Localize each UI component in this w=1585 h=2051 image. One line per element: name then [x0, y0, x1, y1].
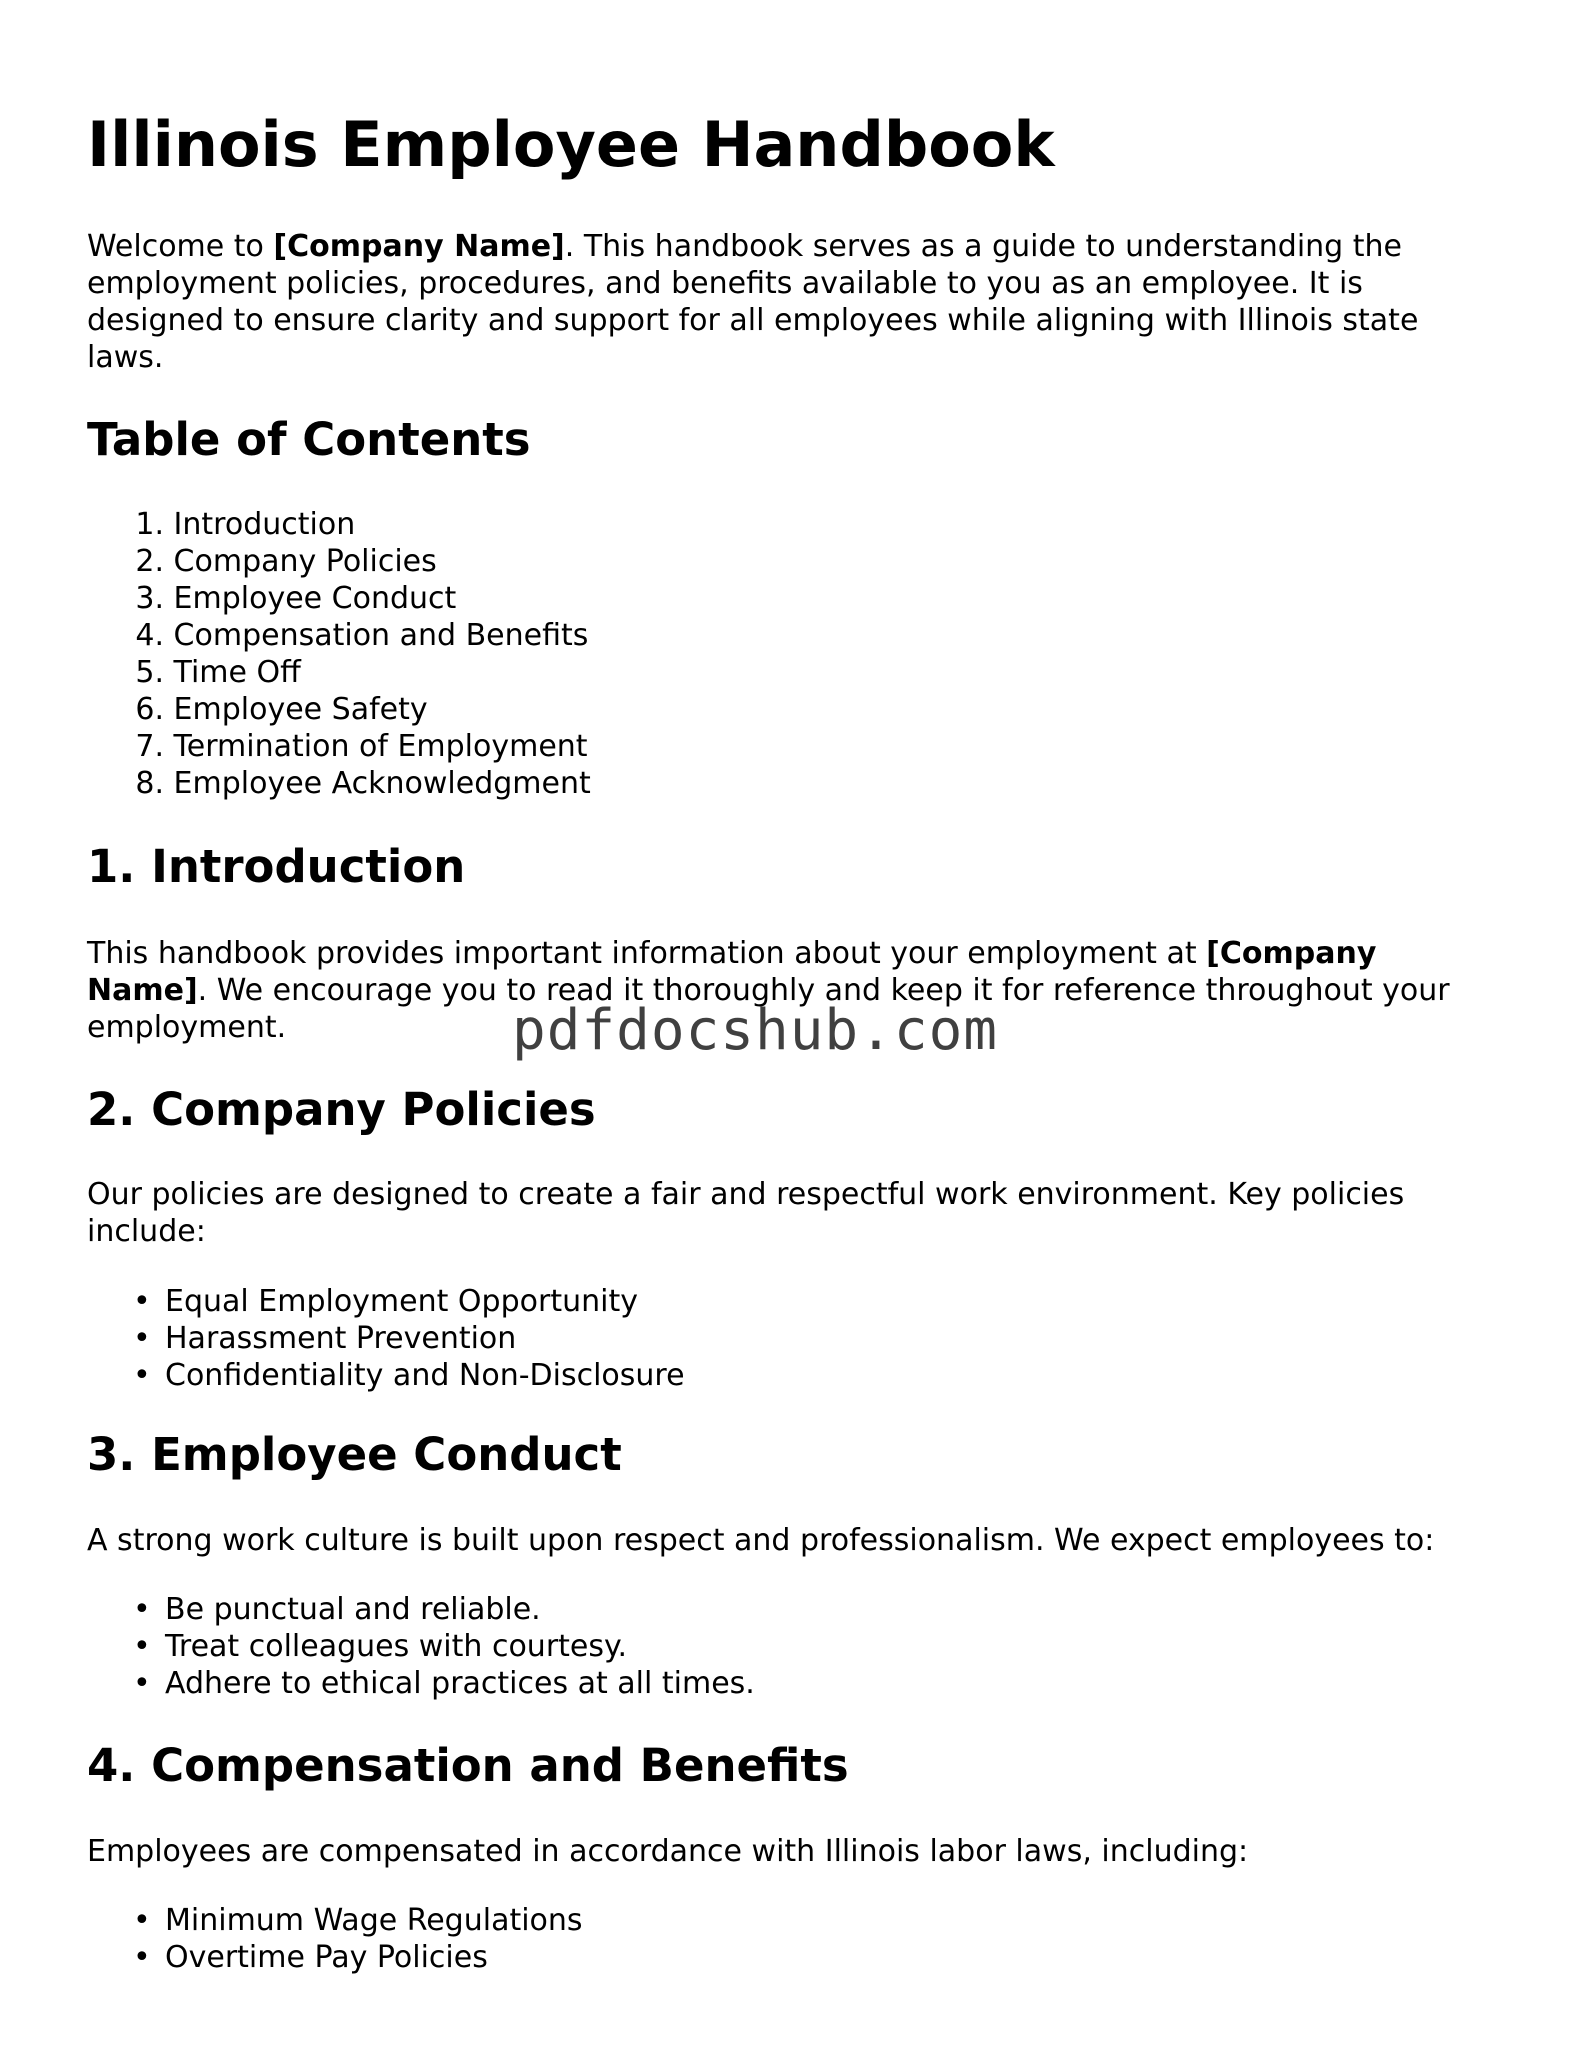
- policies-list: [87, 1283, 685, 1394]
- list-item: • Harassment Prevention: [87, 1320, 685, 1357]
- toc-item: 8. Employee Acknowledgment: [135, 766, 591, 801]
- toc-item: 1. Introduction: [135, 507, 356, 542]
- intro-text-post: . This handbook serves as a guide to understanding the employment policies, procedures, and benefits available to you as an employee. It is designed to ensure clarity and support for all employees while aligning with Illinois state laws.: [87, 229, 1419, 375]
- section-introduction-heading: 1. Introduction: [87, 840, 466, 893]
- section-compensation-heading: 4. Compensation and Benefits: [87, 1739, 849, 1792]
- toc-list: [87, 506, 591, 802]
- list-item: • Overtime Pay Policies: [87, 1939, 583, 1976]
- intro-paragraph: [87, 228, 1497, 376]
- list-item: • Confidentiality and Non-Disclosure: [87, 1357, 685, 1394]
- toc-item: 5. Time Off: [135, 655, 301, 690]
- document-title: Illinois Employee Handbook: [87, 108, 1055, 181]
- list-item: • Adhere to ethical practices at all times.: [87, 1665, 755, 1702]
- toc-item: 3. Employee Conduct: [135, 581, 457, 616]
- section-conduct-paragraph: A strong work culture is built upon respect and professionalism. We expect employees to:: [87, 1523, 1435, 1558]
- section-policies-heading: 2. Company Policies: [87, 1083, 596, 1136]
- toc-item: 2. Company Policies: [135, 544, 437, 579]
- intro-company-name: [Company Name]: [273, 229, 565, 264]
- section-introduction-paragraph: This handbook provides important information about your employment at [Company Name]. We encourage you to read it thoroughly and keep it for reference throughout your employment.: [87, 936, 1450, 1045]
- list-item: • Minimum Wage Regulations: [87, 1902, 583, 1939]
- toc-item: 7. Termination of Employment: [135, 729, 588, 764]
- list-item: • Be punctual and reliable.: [87, 1591, 755, 1628]
- list-item: • Equal Employment Opportunity: [87, 1283, 685, 1320]
- toc-item: 4. Compensation and Benefits: [135, 618, 589, 653]
- toc-heading: Table of Contents: [87, 413, 531, 466]
- section-compensation-paragraph: Employees are compensated in accordance with Illinois labor laws, including:: [87, 1834, 1249, 1869]
- compensation-list: [87, 1902, 583, 1976]
- intro-text-pre: Welcome to: [87, 229, 274, 264]
- section-policies-paragraph: Our policies are designed to create a fair and respectful work environment. Key policies include:: [87, 1177, 1405, 1249]
- watermark: pdfdocshub.com: [512, 998, 999, 1063]
- section-introduction-company-name: [Company Name]: [87, 936, 1377, 1008]
- conduct-list: [87, 1591, 755, 1702]
- toc-item: 6. Employee Safety: [135, 692, 428, 727]
- section-conduct-heading: 3. Employee Conduct: [87, 1428, 622, 1481]
- list-item: • Treat colleagues with courtesy.: [87, 1628, 755, 1665]
